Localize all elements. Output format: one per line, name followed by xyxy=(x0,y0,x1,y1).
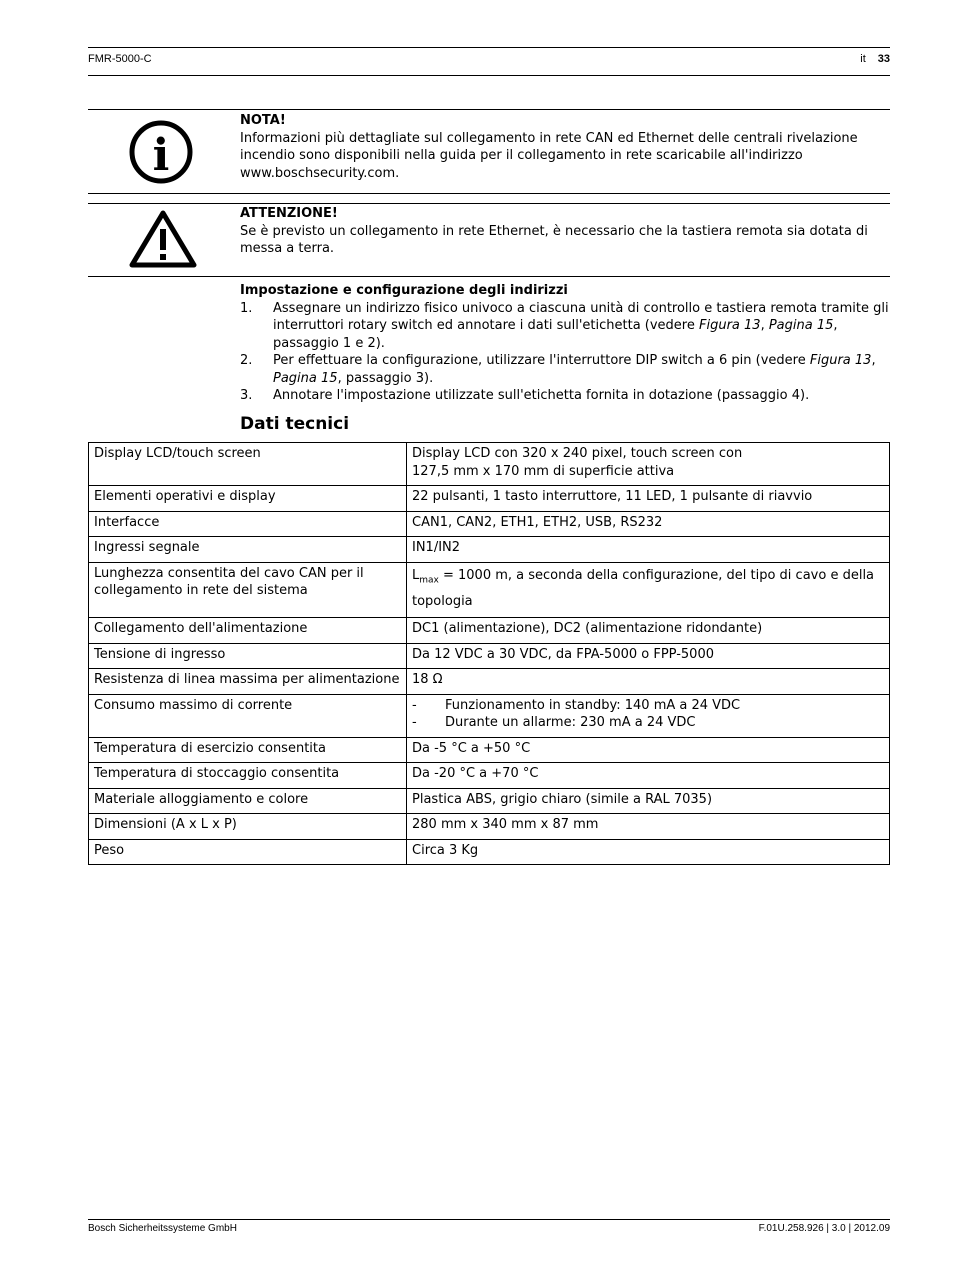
table-row: Lunghezza consentita del cavo CAN per il collegamento in rete del sistema $L_{max} = 1000$ m, a seconda della configurazione, del tipo di cavo e della topologia xyxy=(89,562,890,618)
info-icon xyxy=(128,119,194,189)
company-name: Bosch Sicherheitssysteme GmbH xyxy=(88,1223,237,1234)
warning-icon xyxy=(128,208,198,274)
table-row: Ingressi segnale IN1/IN2 xyxy=(89,537,890,563)
tech-table xyxy=(88,442,890,865)
product-name: FMR-5000-C xyxy=(88,53,152,65)
note-title: NOTA! xyxy=(240,113,286,128)
table-row: Peso Circa 3 Kg xyxy=(89,839,890,865)
list-item: 3. Annotare l'impostazione utilizzate sull'etichetta fornita in dotazione (passaggio 4). xyxy=(240,388,810,403)
note-text: Informazioni più dettagliate sul collegamento in rete CAN ed Ethernet delle centrali rivelazione incendio sono disponibili nella guida per il collegamento in rete scaricabile all'indirizzo www.boschsecurity.com. xyxy=(240,130,858,181)
list-item: 2. Per effettuare la configurazione, utilizzare l'interruttore DIP switch a 6 pin (vedere Figura 13, Pagina 15, passaggio 3). xyxy=(240,353,876,386)
address-title: Impostazione e configurazione degli indirizzi xyxy=(240,283,568,298)
page-header xyxy=(88,47,890,76)
table-row: Temperatura di esercizio consentita Da -5 °C a +50 °C xyxy=(89,737,890,763)
document-id: F.01U.258.926 | 3.0 | 2012.09 xyxy=(758,1223,890,1234)
page-info xyxy=(860,53,890,65)
page-number: 33 xyxy=(877,53,890,65)
svg-text:i: i xyxy=(152,130,170,181)
table-row: Materiale alloggiamento e colore Plastica ABS, grigio chiaro (simile a RAL 7035) xyxy=(89,788,890,814)
table-row: Dimensioni (A x L x P) 280 mm x 340 mm x 87 mm xyxy=(89,814,890,840)
table-row: Tensione di ingresso Da 12 VDC a 30 VDC, da FPA-5000 o FPP-5000 xyxy=(89,643,890,669)
table-row: Elementi operativi e display 22 pulsanti, 1 tasto interruttore, 11 LED, 1 pulsante di riavvio xyxy=(89,486,890,512)
table-row: Interfacce CAN1, CAN2, ETH1, ETH2, USB, RS232 xyxy=(89,511,890,537)
tech-heading: Dati tecnici xyxy=(240,414,350,434)
table-row: Display LCD/touch screen Display LCD con 320 x 240 pixel, touch screen con 127,5 mm x 170 mm di superficie attiva xyxy=(89,443,890,486)
table-row: Collegamento dell'alimentazione DC1 (alimentazione), DC2 (alimentazione ridondante) xyxy=(89,618,890,644)
caution-title: ATTENZIONE! xyxy=(240,206,338,221)
caution-box xyxy=(88,203,890,277)
table-row: Consumo massimo di corrente - Funzionamento in standby: 140 mA a 24 VDC - Durante un allarme: 230 mA a 24 VDC xyxy=(89,694,890,737)
address-section xyxy=(240,282,890,405)
list-item: 1. Assegnare un indirizzo fisico univoco a ciascuna unità di controllo e tastiera remota tramite gli interruttori rotary switch ed annotare i dati sull'etichetta (vedere Figura 13, Pagina 15, passaggio 1 e 2). xyxy=(240,300,889,351)
table-row: Resistenza di linea massima per alimentazione 18 Ω xyxy=(89,669,890,695)
page-footer xyxy=(88,1219,890,1234)
table-row: Temperatura di stoccaggio consentita Da -20 °C a +70 °C xyxy=(89,763,890,789)
note-box xyxy=(88,109,890,194)
address-steps xyxy=(240,300,890,405)
caution-text: Se è previsto un collegamento in rete Ethernet, è necessario che la tastiera remota sia dotata di messa a terra. xyxy=(240,223,868,256)
language: it xyxy=(860,53,866,65)
